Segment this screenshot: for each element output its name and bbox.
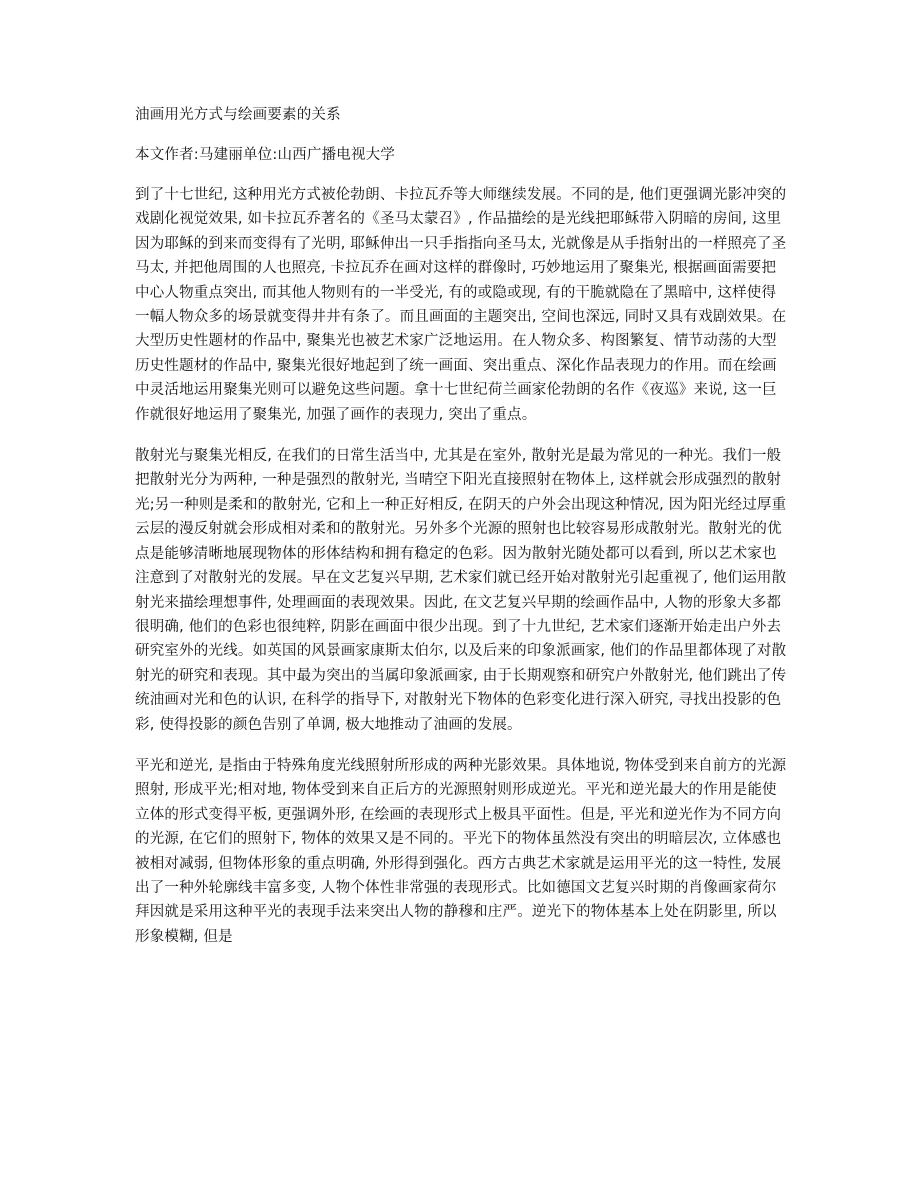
author-byline: 本文作者:马建丽单位:山西广播电视大学 [135, 147, 396, 163]
document-page [135, 104, 790, 966]
paragraph: 到了十七世纪, 这种用光方式被伦勃朗、卡拉瓦乔等大师继续发展。不同的是, 他们更强调光影冲突的戏剧化视觉效果, 如卡拉瓦乔著名的《圣马太蒙召》, 作品描绘的是光线把耶稣带入阴暗的房间, 这里因为耶稣的到来而变得有了光明, 耶稣伸出一只手指指向圣马太, 光就像是从手指射出的一样照亮了圣马太, 并把他周围的人也照亮, 卡拉瓦乔在画对这样的群像时, 巧妙地运用了聚集光, 根据画面需要把中心人物重点突出, 而其他人物则有的一半受光, 有的或隐或现, 有的干脆就隐在了黑暗中, 这样使得一幅人物众多的场景就变得井井有条了。而且画面的主题突出, 空间也深远, 同时又具有戏剧效果。在大型历史性题材的作品中, 聚集光也被艺术家广泛地运用。在人物众多、构图繁复、情节动荡的大型历史性题材的作品中, 聚集光很好地起到了统一画面、突出重点、深化作品表现力的作用。而在绘画中灵活地运用聚集光则可以避免这些问题。拿十七世纪荷兰画家伦勃朗的名作《夜巡》来说, 这一巨作就很好地运用了聚集光, 加强了画作的表现力, 突出了重点。 [135, 187, 787, 423]
document-title: 油画用光方式与绘画要素的关系 [135, 107, 341, 123]
paragraph: 散射光与聚集光相反, 在我们的日常生活当中, 尤其是在室外, 散射光是最为常见的一种光。我们一般把散射光分为两种, 一种是强烈的散射光, 当晴空下阳光直接照射在物体上, 这样就会形成强烈的散射光;另一种则是柔和的散射光, 它和上一种正好相反, 在阴天的户外会出现这种情况, 因为阳光经过厚重云层的漫反射就会形成相对柔和的散射光。另外多个光源的照射也比较容易形成散射光。散射光的优点是能够清晰地展现物体的形体结构和拥有稳定的色彩。因为散射光随处都可以看到, 所以艺术家也注意到了对散射光的发展。早在文艺复兴早期, 艺术家们就已经开始对散射光引起重视了, 他们运用散射光来描绘理想事件, 处理画面的表现效果。因此, 在文艺复兴早期的绘画作品中, 人物的形象大多都很明确, 他们的色彩也很纯粹, 阴影在画面中很少出现。到了十九世纪, 艺术家们逐渐开始走出户外去研究室外的光线。如英国的风景画家康斯太伯尔, 以及后来的印象派画家, 他们的作品里都体现了对散射光的研究和表现。其中最为突出的当属印象派画家, 由于长期观察和研究户外散射光, 他们跳出了传统油画对光和色的认识, 在科学的指导下, 对散射光下物体的色彩变化进行深入研究, 寻找出投影的色彩, 使得投影的颜色告别了单调, 极大地推动了油画的发展。 [135, 448, 787, 733]
paragraph: 平光和逆光, 是指由于特殊角度光线照射所形成的两种光影效果。具体地说, 物体受到来自前方的光源照射, 形成平光;相对地, 物体受到来自正后方的光源照射则形成逆光。平光和逆光最大的作用是能使立体的形式变得平板, 更强调外形, 在绘画的表现形式上极具平面性。但是, 平光和逆光作为不同方向的光源, 在它们的照射下, 物体的效果又是不同的。平光下的物体虽然没有突出的明暗层次, 立体感也被相对减弱, 但物体形象的重点明确, 外形得到强化。西方古典艺术家就是运用平光的这一特性, 发展出了一种外轮廓线丰富多变, 人物个体性非常强的表现形式。比如德国文艺复兴时期的肖像画家荷尔拜因就是采用这种平光的表现手法来突出人物的静穆和庄严。逆光下的物体基本上处在阴影里, 所以形象模糊, 但是 [135, 757, 787, 945]
